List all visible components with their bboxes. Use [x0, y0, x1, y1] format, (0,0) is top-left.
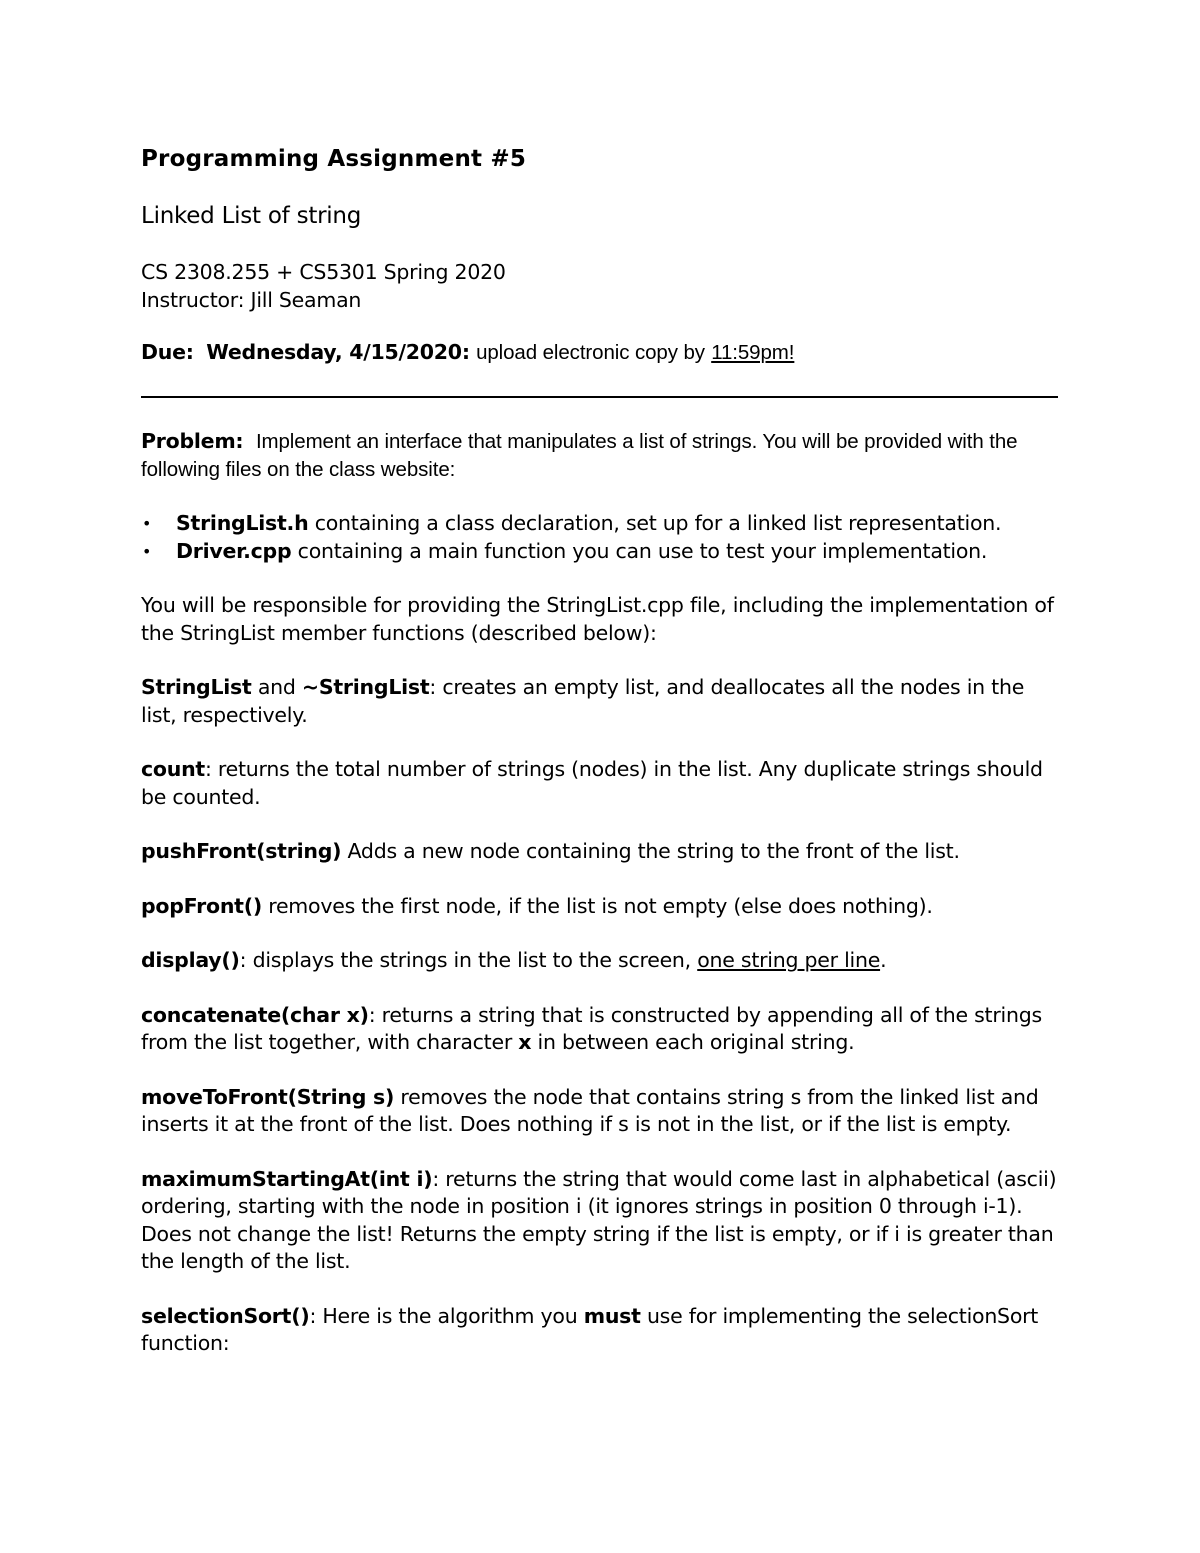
function-description: removes the first node, if the list is not empty (else does nothing).	[261, 893, 933, 918]
function-description: : displays the strings in the list to the screen,	[239, 948, 698, 972]
function-name: maximumStartingAt(int i)	[141, 1166, 433, 1191]
function-popfront	[141, 893, 1061, 921]
function-display	[141, 947, 1061, 975]
due-label: Due:	[141, 340, 194, 364]
function-concatenate	[141, 1002, 1061, 1057]
list-item	[141, 510, 1061, 538]
function-ctor	[141, 674, 1061, 729]
header-section	[141, 143, 1061, 367]
function-selectionsort	[141, 1303, 1061, 1358]
function-description: Adds a new node containing the string to the front of the list.	[341, 839, 960, 863]
function-description: : returns the total number of strings (nodes) in the list. Any duplicate strings should be counted.	[141, 757, 1043, 809]
file-list	[141, 510, 1061, 565]
file-description: containing a main function you can use to test your implementation.	[291, 538, 988, 563]
page-title: Programming Assignment #5	[141, 146, 527, 172]
function-name: display()	[141, 948, 240, 972]
body-section	[141, 428, 1061, 1358]
due-text: upload electronic copy by	[476, 341, 705, 364]
function-name: selectionSort()	[141, 1303, 310, 1328]
function-name: pushFront(string)	[141, 839, 342, 863]
due-date: Wednesday, 4/15/2020:	[206, 340, 470, 364]
function-count	[141, 756, 1061, 811]
function-name: ~StringList	[301, 675, 430, 699]
function-name: StringList	[141, 675, 252, 699]
responsibility-paragraph: You will be responsible for providing the StringList.cpp file, including the implementation of the StringList member functions (described below):	[141, 593, 1054, 645]
function-movetofront	[141, 1084, 1061, 1139]
course-info	[141, 258, 1061, 314]
page-subtitle: Linked List of string	[141, 203, 362, 229]
list-item	[141, 538, 1061, 566]
underlined-phrase: one string per line	[697, 948, 881, 972]
param-x: x	[518, 1030, 532, 1054]
instructor-line: Instructor: Jill Seaman	[141, 288, 362, 312]
bullet-icon: •	[142, 541, 152, 561]
function-description: : Here is the algorithm you	[309, 1303, 584, 1328]
due-time: 11:59pm!	[711, 341, 795, 364]
problem-label: Problem:	[141, 429, 244, 453]
function-description: : returns the string that would come last in alphabetical (ascii) ordering, starting with the node in position i (it ignores strings in position 0 through i-1). Does not change the list! Returns the empty string if the list is empty, or if i is greater than the length of the list.	[141, 1166, 1057, 1273]
emphasis-must: must	[583, 1303, 641, 1328]
due-line	[141, 339, 1061, 367]
function-description: : returns a string that is constructed by appending all of the strings from the list together, with character	[141, 1002, 1042, 1054]
course-line: CS 2308.255 + CS5301 Spring 2020	[141, 260, 506, 284]
function-name: concatenate(char x)	[141, 1002, 369, 1027]
problem-paragraph	[141, 428, 1061, 483]
function-name: moveToFront(String s)	[141, 1084, 395, 1109]
file-name: StringList.h	[176, 511, 309, 535]
function-description-end: use for implementing the selectionSort function:	[141, 1303, 1039, 1355]
bullet-icon: •	[142, 514, 152, 533]
function-description: : creates an empty list, and deallocates all the nodes in the list, respectively.	[141, 675, 1025, 727]
function-pushfront	[141, 838, 1061, 866]
function-maximumstartingat	[141, 1166, 1061, 1276]
function-description-end: in between each original string.	[531, 1030, 855, 1054]
horizontal-divider	[141, 396, 1058, 398]
function-description: removes the node that contains string s from the linked list and inserts it at the front of the list. Does nothing if s is not in the list, or if the list is empty.	[141, 1084, 1039, 1136]
function-name: count	[141, 757, 205, 781]
sentence-end: .	[880, 948, 887, 972]
function-name: popFront()	[141, 893, 262, 918]
problem-text: Implement an interface that manipulates a list of strings. You will be provided with the following files on the class website:	[141, 430, 1018, 481]
function-connector: and	[251, 675, 302, 699]
file-description: containing a class declaration, set up for a linked list representation.	[308, 511, 1002, 535]
file-name: Driver.cpp	[176, 538, 292, 563]
